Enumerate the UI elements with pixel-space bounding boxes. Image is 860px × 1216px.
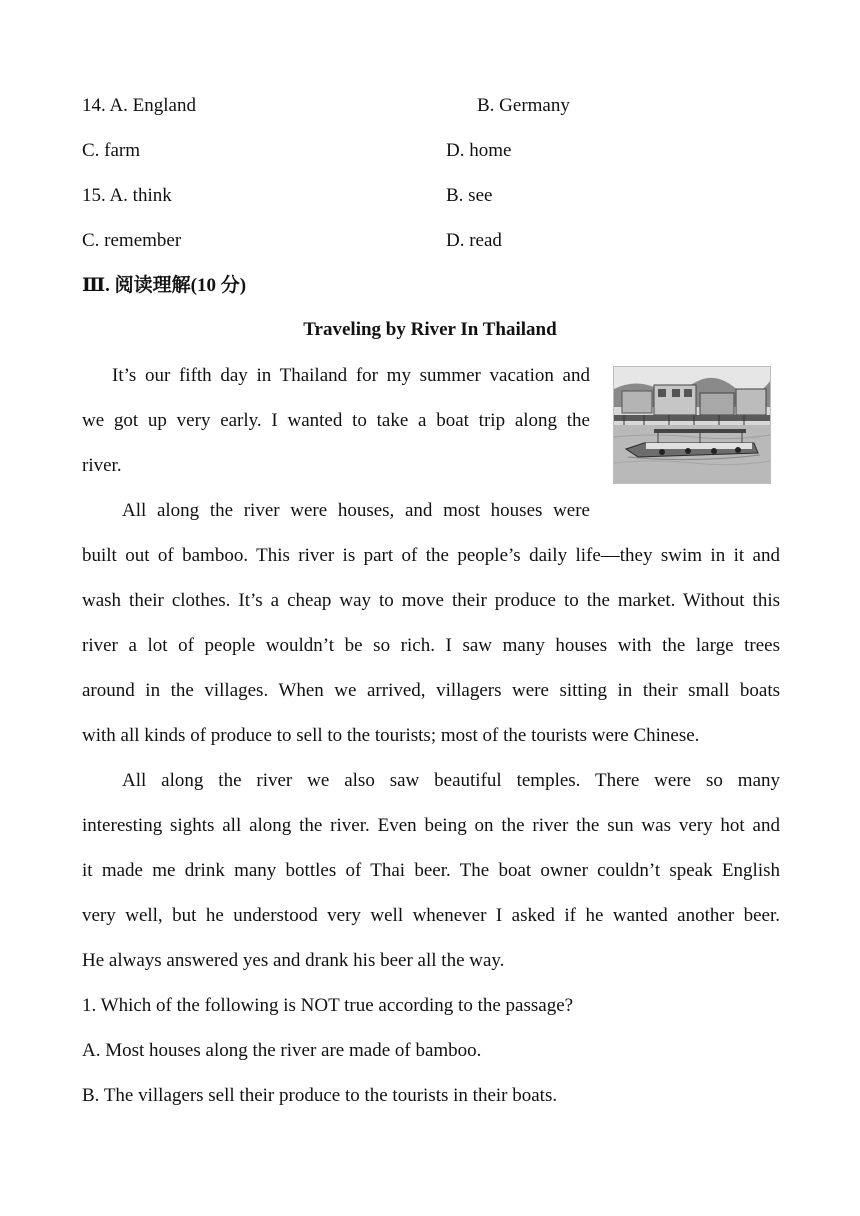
q15-option-d: D. read bbox=[446, 230, 502, 251]
passage-line-7: river a lot of people wouldn’t be so rich. I saw many houses with the large trees bbox=[82, 635, 780, 656]
q14-option-b: B. Germany bbox=[477, 95, 570, 116]
q14-option-c: C. farm bbox=[82, 140, 141, 161]
passage-line-13: very well, but he understood very well whenever I asked if he wanted another beer. bbox=[82, 905, 780, 926]
passage-line-5: built out of bamboo. This river is part of the people’s daily life—they swim in it and bbox=[82, 545, 780, 566]
river-boat-photo bbox=[613, 366, 771, 484]
passage-line-3: river. bbox=[82, 455, 122, 476]
q15-option-a: 15. A. think bbox=[82, 185, 172, 206]
question-1-option-b: B. The villagers sell their produce to the tourists in their boats. bbox=[82, 1085, 558, 1106]
passage-line-8: around in the villages. When we arrived, villagers were sitting in their small boats bbox=[82, 680, 780, 701]
passage-line-11: interesting sights all along the river. Even being on the river the sun was very hot and bbox=[82, 815, 780, 836]
passage-line-14: He always answered yes and drank his beer all the way. bbox=[82, 950, 505, 971]
passage-line-4: All along the river were houses, and most houses were bbox=[122, 500, 590, 521]
passage-line-9: with all kinds of produce to sell to the tourists; most of the tourists were Chinese. bbox=[82, 725, 700, 746]
passage-line-1: It’s our fifth day in Thailand for my summer vacation and bbox=[112, 365, 590, 386]
q14-option-a: 14. A. England bbox=[82, 95, 196, 116]
question-1-stem: 1. Which of the following is NOT true according to the passage? bbox=[82, 995, 574, 1016]
passage-line-2: we got up very early. I wanted to take a boat trip along the bbox=[82, 410, 590, 431]
passage-line-6: wash their clothes. It’s a cheap way to move their produce to the market. Without this bbox=[82, 590, 780, 611]
q15-option-b: B. see bbox=[446, 185, 493, 206]
passage-title: Traveling by River In Thailand bbox=[303, 319, 557, 340]
question-1-option-a: A. Most houses along the river are made of bamboo. bbox=[82, 1040, 482, 1061]
q14-option-d: D. home bbox=[446, 140, 512, 161]
section-heading: Ⅲ. 阅读理解(10 分) bbox=[82, 275, 247, 296]
q15-option-c: C. remember bbox=[82, 230, 182, 251]
passage-line-10: All along the river we also saw beautiful temples. There were so many bbox=[122, 770, 780, 791]
passage-line-12: it made me drink many bottles of Thai beer. The boat owner couldn’t speak English bbox=[82, 860, 780, 881]
